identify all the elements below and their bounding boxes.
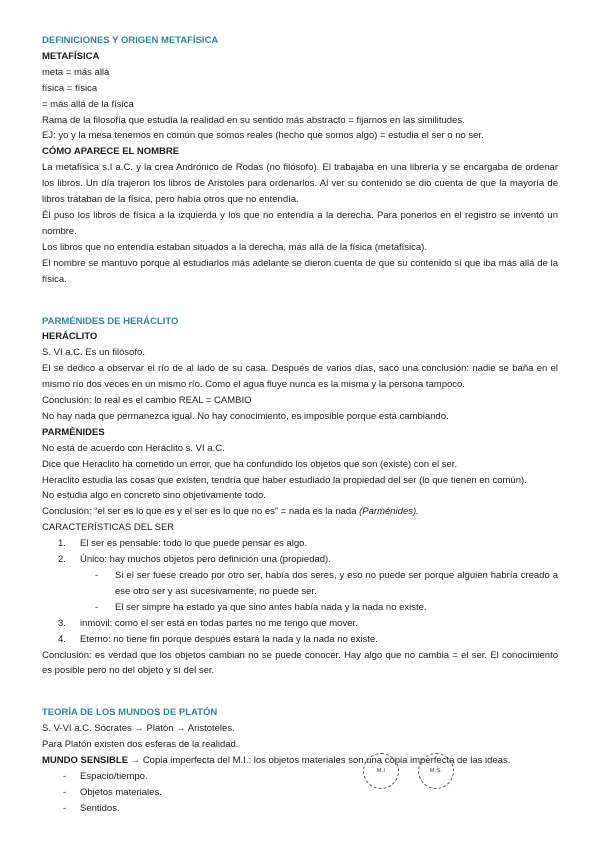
dash-marker: -: [63, 770, 67, 782]
circle-label: M.I: [376, 768, 386, 774]
dash-item-text: Espacio/tiempo.: [80, 770, 148, 782]
line-dos-esferas: Para Platón existen dos esferas de la realidad.: [42, 739, 239, 751]
conclusion-ser-text: Conclusión: “el ser es lo que es y el ser es lo que no es” = nada es la nada: [42, 506, 360, 518]
line-no-acuerdo: No está de acuerdo con Heráclito s. VI a.C.: [42, 442, 225, 454]
para-libros-izquierda: Él puso los libros de física a la izquierda y los que no entendía a la derecha. Para ponerlos en el registro se inventó un nombre.: [42, 209, 558, 237]
section-gap: [42, 288, 558, 314]
numbered-item-1: [42, 536, 558, 552]
line-fisica: física = física: [42, 82, 98, 94]
mundo-sensible-text: → Copia imperfecta del M.I.: los objetos materiales son una copia imperfecta de las ideas.: [128, 755, 511, 767]
mundo-inteligible-circle: [363, 753, 399, 789]
numbered-item-3: [42, 616, 558, 632]
item-number: 2.: [58, 554, 66, 566]
dash-marker: -: [95, 601, 99, 613]
numbered-item-2: [42, 552, 558, 568]
section-gap: [42, 679, 558, 705]
circle-label: M.S.: [429, 768, 443, 774]
line-no-estudia: No estudia algo en concreto sino objetivamente todo.: [42, 490, 266, 502]
para-conclusion-final: Conclusión: es verdad que los objetos cambian no se puede conocer. Hay algo que no cambia = el ser. El conocimiento es posible pero no del objeto y sí del ser.: [42, 649, 558, 677]
dash-marker: -: [95, 570, 99, 581]
numbered-item-4: [42, 632, 558, 648]
line-mas-alla: = más allá de la física: [42, 98, 134, 110]
line-siglo-heraclito: S. VI a.C. Es un filósofo.: [42, 347, 145, 359]
item-text: inmovil: como el ser está en todas partes no me tengo que mover.: [80, 617, 358, 629]
para-estudia-cosas: Heraclito estudia las cosas que existen, tendría que haber estudiado la propiedad del ser (lo que tienen en común).: [42, 474, 527, 486]
subheading-metafisica: METAFÍSICA: [42, 50, 100, 62]
section-heading-platon: TEORÍA DE LOS MUNDOS DE PLATÓN: [42, 707, 218, 719]
line-ejemplo: EJ: yo y la mesa tenemos en común que somos reales (hecho que somos algo) = estudia el ser o no ser.: [42, 130, 484, 142]
item-number: 4.: [58, 633, 66, 645]
subheading-como-aparece: CÓMO APARECE EL NOMBRE: [42, 146, 180, 158]
line-error-heraclito: Dice que Heraclito ha cometido un error, que ha confundido los objetos que son (existe) con el ser.: [42, 458, 458, 470]
line-rama: Rama de la filosofía que estudia la realidad en su sentido más abstracto = fijarnos en las similitudes.: [42, 114, 465, 126]
item-text: El ser es pensable: todo lo que puede pensar es algo.: [80, 538, 308, 550]
mundo-sensible-label: MUNDO SENSIBLE: [42, 755, 129, 767]
item-text: Eterno: no tiene fin porque después estará la nada y la nada no existe.: [80, 633, 378, 645]
subheading-parmenides: PARMÈNIDES: [42, 426, 105, 438]
para-nombre-mantuvo: El nombre se mantuvo porque al estudiarlos más adelante se dieron cuenta de que su contenido sí que iba más allá de la física.: [42, 257, 558, 285]
dash-marker: -: [63, 802, 67, 814]
line-conclusion-ser: [42, 504, 558, 520]
line-mundo-sensible: [42, 753, 558, 769]
dash-item-espacio: [42, 769, 558, 785]
line-conclusion-cambio: Conclusión: lo real es el cambio REAL = CAMBIO: [42, 395, 252, 407]
line-siglos-filosofos: S. V-VI a.C. Sócrates → Platón → Aristoteles.: [42, 723, 235, 735]
para-libros-derecha: Los libros que no entendía estaban situados a la derecha, más allá de la física (metafísica).: [42, 241, 427, 253]
sub-item-text: El ser simpre ha estado ya que sino antes había nada y la nada no existe.: [115, 601, 427, 613]
item-number: 1.: [58, 538, 66, 550]
sub-item-text: Si el ser fuese creado por otro ser, había dos seres, y eso no puede ser porque alguien habría creado a ese otro ser y así sucesivamente, no puede ser.: [115, 570, 558, 597]
item-text: Único: hay muchos objetos pero definición una (propiedad).: [80, 554, 331, 566]
para-historia-andronico: La metafísica s.I a.C. y la crea Andrónico de Rodas (no filósofo). El trabajaba en una librería y se encargaba de ordenar los libros. Un día trajeron los libros de Aristoles para ordenarlos. Al ver su contenido se dio cuenta de que la mayoría de libros trataban de la física, pero había otros que no entendía.: [42, 162, 558, 206]
conclusion-ser-attribution: (Parménides).: [359, 506, 419, 518]
section-heading-definiciones: DEFINICIONES Y ORIGEN METAFÍSICA: [42, 35, 219, 46]
para-rio: El se dedico a observar el río de al lado de su casa. Después de varios días, sacó una conclusión: nadie se baña en el mismo río dos veces en un mismo río. Como el agua fluye nunca es la misma y la persona tampoco.: [42, 363, 558, 391]
dash-item-text: Sentidos.: [80, 802, 120, 814]
dash-item-objetos: [42, 785, 558, 801]
sub-item-1: [42, 568, 558, 600]
sub-item-2: [42, 600, 558, 616]
line-no-hay-nada: No hay nada que permanezca igual. No hay conocimiento, es imposible porque está cambiando.: [42, 410, 449, 422]
dash-item-text: Objetos materiales.: [80, 786, 162, 798]
line-caracteristicas-del-ser: CARACTERÍSTICAS DEL SER: [42, 522, 175, 534]
mundo-sensible-circle: [418, 753, 454, 789]
dash-item-sentidos: [42, 801, 558, 817]
subheading-heraclito: HERÁCLITO: [42, 331, 98, 343]
line-meta: meta = más allá: [42, 66, 110, 78]
item-number: 3.: [58, 617, 66, 629]
section-heading-parmenides: PARMÉNIDES DE HERÁCLITO: [42, 315, 179, 327]
dash-marker: -: [63, 786, 67, 798]
